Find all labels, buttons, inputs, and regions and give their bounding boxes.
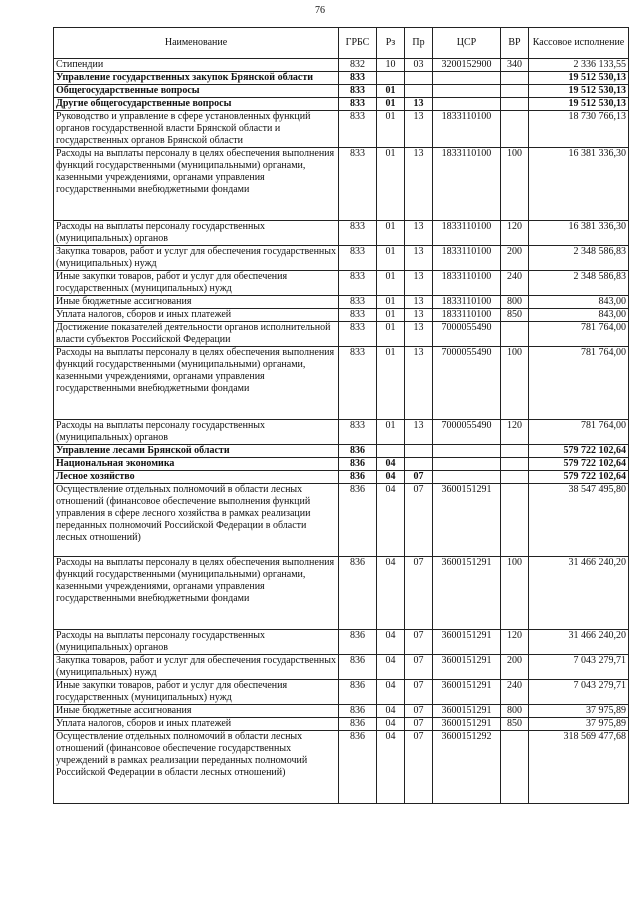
cell-rz: 01: [377, 322, 405, 347]
cell-pr: 13: [405, 271, 433, 296]
cell-csr: 3600151291: [433, 655, 501, 680]
cell-amount: 2 348 586,83: [529, 271, 629, 296]
cell-vr: 340: [501, 59, 529, 72]
cell-vr: [501, 111, 529, 148]
cell-pr: 13: [405, 347, 433, 420]
cell-amount: 19 512 530,13: [529, 85, 629, 98]
table-row: [54, 630, 629, 655]
cell-name: Расходы на выплаты персоналу государственных (муниципальных) органов: [54, 420, 339, 445]
cell-amount: 38 547 495,80: [529, 484, 629, 557]
cell-rz: 04: [377, 557, 405, 630]
table-row: [54, 718, 629, 731]
cell-rz: 01: [377, 347, 405, 420]
cell-rz: 01: [377, 246, 405, 271]
table-row: [54, 458, 629, 471]
cell-amount: 7 043 279,71: [529, 655, 629, 680]
cell-vr: 120: [501, 630, 529, 655]
cell-grbs: 833: [339, 271, 377, 296]
cell-grbs: 833: [339, 347, 377, 420]
cell-name: Закупка товаров, работ и услуг для обеспечения государственных (муниципальных) нужд: [54, 655, 339, 680]
cell-csr: 1833110100: [433, 111, 501, 148]
cell-amount: 31 466 240,20: [529, 630, 629, 655]
page-number: 76: [315, 5, 325, 16]
cell-amount: 19 512 530,13: [529, 72, 629, 85]
cell-csr: 3600151291: [433, 680, 501, 705]
cell-vr: 800: [501, 296, 529, 309]
table-row: [54, 655, 629, 680]
cell-name: Осуществление отдельных полномочий в области лесных отношений (финансовое обеспечение выполнения функций управления в сфере лесного хозяйства в рамках реализации переданных полномочий Российской Федерации в области лесных отношений): [54, 484, 339, 557]
cell-rz: [377, 445, 405, 458]
table-row: [54, 98, 629, 111]
cell-vr: [501, 98, 529, 111]
cell-rz: 01: [377, 85, 405, 98]
cell-amount: 579 722 102,64: [529, 471, 629, 484]
table-row: [54, 705, 629, 718]
cell-amount: 579 722 102,64: [529, 445, 629, 458]
cell-vr: [501, 458, 529, 471]
cell-rz: 04: [377, 705, 405, 718]
cell-grbs: 833: [339, 85, 377, 98]
cell-pr: 13: [405, 246, 433, 271]
cell-vr: 100: [501, 347, 529, 420]
cell-csr: 7000055490: [433, 322, 501, 347]
cell-grbs: 833: [339, 246, 377, 271]
table-row: [54, 347, 629, 420]
cell-name: Иные бюджетные ассигнования: [54, 705, 339, 718]
cell-grbs: 836: [339, 458, 377, 471]
cell-name: Лесное хозяйство: [54, 471, 339, 484]
header-amount: Кассовое исполнение: [529, 28, 629, 59]
cell-pr: 13: [405, 309, 433, 322]
cell-amount: 19 512 530,13: [529, 98, 629, 111]
cell-csr: 3600151291: [433, 705, 501, 718]
cell-vr: [501, 445, 529, 458]
cell-rz: 04: [377, 458, 405, 471]
table-row: [54, 271, 629, 296]
cell-csr: 3600151291: [433, 557, 501, 630]
cell-grbs: 836: [339, 557, 377, 630]
cell-csr: 1833110100: [433, 309, 501, 322]
cell-grbs: 836: [339, 731, 377, 804]
table-row: [54, 420, 629, 445]
cell-pr: [405, 85, 433, 98]
cell-pr: 13: [405, 221, 433, 246]
cell-csr: 1833110100: [433, 148, 501, 221]
cell-pr: 07: [405, 705, 433, 718]
cell-pr: 13: [405, 322, 433, 347]
cell-rz: 04: [377, 471, 405, 484]
cell-csr: 3600151292: [433, 731, 501, 804]
cell-pr: 07: [405, 718, 433, 731]
cell-grbs: 833: [339, 148, 377, 221]
cell-grbs: 833: [339, 111, 377, 148]
cell-name: Расходы на выплаты персоналу в целях обеспечения выполнения функций государственными (муниципальными) органами, казенными учреждениями, органами управления государственными внебюджетными фондами: [54, 557, 339, 630]
table-row: [54, 731, 629, 804]
cell-name: Руководство и управление в сфере установленных функций органов государственной власти Брянской области и государственных органов Брянской области: [54, 111, 339, 148]
cell-pr: 13: [405, 98, 433, 111]
cell-amount: 781 764,00: [529, 322, 629, 347]
cell-amount: 2 336 133,55: [529, 59, 629, 72]
cell-amount: 781 764,00: [529, 420, 629, 445]
table-row: [54, 111, 629, 148]
cell-grbs: 836: [339, 471, 377, 484]
cell-pr: 13: [405, 420, 433, 445]
cell-rz: 01: [377, 221, 405, 246]
cell-vr: 850: [501, 309, 529, 322]
cell-grbs: 832: [339, 59, 377, 72]
cell-csr: 1833110100: [433, 271, 501, 296]
cell-rz: 04: [377, 655, 405, 680]
cell-rz: 01: [377, 111, 405, 148]
header-grbs: ГРБС: [339, 28, 377, 59]
cell-pr: 03: [405, 59, 433, 72]
table-row: [54, 85, 629, 98]
cell-grbs: 836: [339, 655, 377, 680]
cell-amount: 7 043 279,71: [529, 680, 629, 705]
cell-vr: [501, 731, 529, 804]
cell-name: Иные закупки товаров, работ и услуг для обеспечения государственных (муниципальных) нужд: [54, 680, 339, 705]
cell-vr: 850: [501, 718, 529, 731]
cell-rz: 01: [377, 98, 405, 111]
cell-pr: 07: [405, 484, 433, 557]
cell-rz: 01: [377, 420, 405, 445]
cell-name: Уплата налогов, сборов и иных платежей: [54, 309, 339, 322]
cell-amount: 843,00: [529, 296, 629, 309]
table-row: [54, 322, 629, 347]
cell-name: Осуществление отдельных полномочий в области лесных отношений (финансовое обеспечение государственных учреждений в рамках реализации переданных полномочий Российской Федерации в области лесных отношений): [54, 731, 339, 804]
cell-grbs: 833: [339, 309, 377, 322]
cell-grbs: 833: [339, 420, 377, 445]
header-pr: Пр: [405, 28, 433, 59]
cell-amount: 31 466 240,20: [529, 557, 629, 630]
cell-pr: 07: [405, 731, 433, 804]
cell-grbs: 833: [339, 72, 377, 85]
cell-pr: 07: [405, 557, 433, 630]
cell-rz: [377, 72, 405, 85]
table-row: [54, 221, 629, 246]
cell-amount: 781 764,00: [529, 347, 629, 420]
cell-rz: 01: [377, 309, 405, 322]
cell-amount: 318 569 477,68: [529, 731, 629, 804]
cell-name: Уплата налогов, сборов и иных платежей: [54, 718, 339, 731]
cell-csr: 1833110100: [433, 221, 501, 246]
table-row: [54, 471, 629, 484]
cell-csr: 3600151291: [433, 718, 501, 731]
table-row: [54, 72, 629, 85]
cell-csr: 3200152900: [433, 59, 501, 72]
cell-grbs: 833: [339, 296, 377, 309]
cell-name: Национальная экономика: [54, 458, 339, 471]
cell-grbs: 833: [339, 322, 377, 347]
cell-vr: [501, 471, 529, 484]
cell-vr: 100: [501, 148, 529, 221]
cell-name: Управление государственных закупок Брянской области: [54, 72, 339, 85]
cell-vr: 120: [501, 221, 529, 246]
cell-name: Иные бюджетные ассигнования: [54, 296, 339, 309]
cell-vr: 120: [501, 420, 529, 445]
cell-vr: [501, 484, 529, 557]
cell-pr: 07: [405, 655, 433, 680]
cell-csr: [433, 445, 501, 458]
cell-grbs: 836: [339, 705, 377, 718]
cell-grbs: 836: [339, 718, 377, 731]
cell-amount: 37 975,89: [529, 718, 629, 731]
table-row: [54, 484, 629, 557]
cell-csr: 1833110100: [433, 246, 501, 271]
table-row: [54, 59, 629, 72]
cell-vr: 100: [501, 557, 529, 630]
table-row: [54, 246, 629, 271]
cell-csr: [433, 72, 501, 85]
cell-rz: 01: [377, 271, 405, 296]
cell-vr: [501, 85, 529, 98]
header-csr: ЦСР: [433, 28, 501, 59]
cell-grbs: 833: [339, 98, 377, 111]
cell-rz: 04: [377, 484, 405, 557]
cell-amount: 16 381 336,30: [529, 148, 629, 221]
cell-pr: [405, 72, 433, 85]
cell-csr: [433, 471, 501, 484]
cell-amount: 37 975,89: [529, 705, 629, 718]
cell-pr: [405, 458, 433, 471]
cell-vr: [501, 72, 529, 85]
cell-name: Достижение показателей деятельности органов исполнительной власти субъектов Российской Федерации: [54, 322, 339, 347]
cell-csr: [433, 85, 501, 98]
cell-rz: 04: [377, 630, 405, 655]
cell-rz: 04: [377, 680, 405, 705]
header-rz: Рз: [377, 28, 405, 59]
cell-rz: 04: [377, 718, 405, 731]
cell-amount: 579 722 102,64: [529, 458, 629, 471]
cell-amount: 16 381 336,30: [529, 221, 629, 246]
cell-name: Управление лесами Брянской области: [54, 445, 339, 458]
cell-grbs: 836: [339, 630, 377, 655]
cell-pr: [405, 445, 433, 458]
cell-csr: 3600151291: [433, 630, 501, 655]
cell-rz: 04: [377, 731, 405, 804]
cell-rz: 01: [377, 148, 405, 221]
header-name: Наименование: [54, 28, 339, 59]
cell-rz: 10: [377, 59, 405, 72]
cell-csr: 1833110100: [433, 296, 501, 309]
cell-csr: 7000055490: [433, 347, 501, 420]
cell-grbs: 836: [339, 680, 377, 705]
cell-name: Стипендии: [54, 59, 339, 72]
cell-grbs: 836: [339, 484, 377, 557]
cell-name: Расходы на выплаты персоналу в целях обеспечения выполнения функций государственными (муниципальными) органами, казенными учреждениями, органами управления государственными внебюджетными фондами: [54, 347, 339, 420]
header-vr: ВР: [501, 28, 529, 59]
cell-pr: 13: [405, 296, 433, 309]
table-header-row: [54, 28, 629, 59]
cell-vr: 200: [501, 655, 529, 680]
budget-execution-table: [53, 27, 629, 804]
table-row: [54, 296, 629, 309]
cell-pr: 13: [405, 111, 433, 148]
cell-name: Расходы на выплаты персоналу в целях обеспечения выполнения функций государственными (муниципальными) органами, казенными учреждениями, органами управления государственными внебюджетными фондами: [54, 148, 339, 221]
cell-vr: 800: [501, 705, 529, 718]
table-row: [54, 557, 629, 630]
cell-pr: 07: [405, 630, 433, 655]
cell-rz: 01: [377, 296, 405, 309]
cell-name: Закупка товаров, работ и услуг для обеспечения государственных (муниципальных) нужд: [54, 246, 339, 271]
cell-csr: 7000055490: [433, 420, 501, 445]
cell-csr: [433, 458, 501, 471]
cell-name: Другие общегосударственные вопросы: [54, 98, 339, 111]
cell-name: Общегосударственные вопросы: [54, 85, 339, 98]
table-row: [54, 309, 629, 322]
cell-name: Расходы на выплаты персоналу государственных (муниципальных) органов: [54, 221, 339, 246]
table-row: [54, 680, 629, 705]
cell-name: Иные закупки товаров, работ и услуг для обеспечения государственных (муниципальных) нужд: [54, 271, 339, 296]
cell-pr: 07: [405, 471, 433, 484]
cell-name: Расходы на выплаты персоналу государственных (муниципальных) органов: [54, 630, 339, 655]
cell-csr: [433, 98, 501, 111]
cell-csr: 3600151291: [433, 484, 501, 557]
cell-vr: [501, 322, 529, 347]
cell-grbs: 836: [339, 445, 377, 458]
table-row: [54, 148, 629, 221]
cell-vr: 240: [501, 680, 529, 705]
cell-amount: 18 730 766,13: [529, 111, 629, 148]
cell-pr: 13: [405, 148, 433, 221]
cell-pr: 07: [405, 680, 433, 705]
cell-amount: 843,00: [529, 309, 629, 322]
cell-vr: 200: [501, 246, 529, 271]
cell-amount: 2 348 586,83: [529, 246, 629, 271]
cell-grbs: 833: [339, 221, 377, 246]
table-row: [54, 445, 629, 458]
cell-vr: 240: [501, 271, 529, 296]
